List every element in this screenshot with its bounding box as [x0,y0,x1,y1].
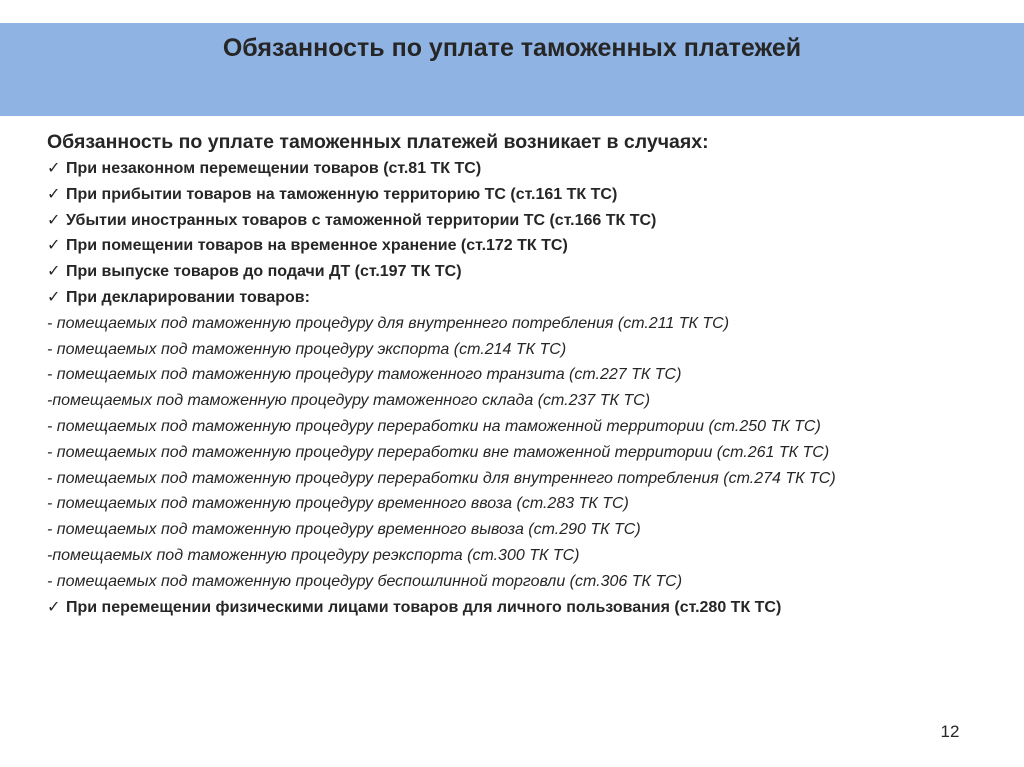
list-subitem: - помещаемых под таможенную процедуру переработки на таможенной территории (ст.250 ТК ТС) [47,417,821,435]
list-subitem: -помещаемых под таможенную процедуру реэкспорта (ст.300 ТК ТС) [47,546,580,564]
checkmark-icon: ✓ [47,598,61,616]
list-subitem: - помещаемых под таможенную процедуру переработки вне таможенной территории (ст.261 ТК ТС) [47,443,830,461]
intro-text: Обязанность по уплате таможенных платежей возникает в случаях: [47,131,709,153]
checkmark-icon: ✓ [47,185,61,203]
list-item [47,182,1007,208]
list-item [47,233,1007,259]
cases-list [47,156,1007,620]
list-item [47,156,1007,182]
list-item-text: При декларировании товаров: [66,288,310,306]
list-subitem: - помещаемых под таможенную процедуру переработки для внутреннего потребления (ст.274 ТК ТС) [47,469,836,487]
list-item-text: При помещении товаров на временное хранение (ст.172 ТК ТС) [66,237,568,255]
list-subitem: - помещаемых под таможенную процедуру таможенного транзита (ст.227 ТК ТС) [47,366,682,384]
list-subitem: - помещаемых под таможенную процедуру для внутреннего потребления (ст.211 ТК ТС) [47,314,730,332]
list-subitem: - помещаемых под таможенную процедуру временного вывоза (ст.290 ТК ТС) [47,521,641,539]
list-item-text: Убытии иностранных товаров с таможенной территории ТС (ст.166 ТК ТС) [66,211,657,229]
list-item-text: При выпуске товаров до подачи ДТ (ст.197 ТК ТС) [66,263,462,281]
checkmark-icon: ✓ [47,263,61,281]
list-subitem: - помещаемых под таможенную процедуру экспорта (ст.214 ТК ТС) [47,340,567,358]
list-item-text: При незаконном перемещении товаров (ст.81 ТК ТС) [66,160,482,177]
checkmark-icon: ✓ [47,237,61,255]
list-item [47,208,1007,234]
checkmark-icon: ✓ [47,288,61,306]
list-subitem: - помещаемых под таможенную процедуру беспошлинной торговли (ст.306 ТК ТС) [47,572,683,590]
list-item [47,595,1007,621]
slide-content [47,128,1007,620]
checkmark-icon: ✓ [47,211,61,229]
list-item-text: При прибытии товаров на таможенную территорию ТС (ст.161 ТК ТС) [66,185,618,203]
list-item [47,259,1007,285]
slide-title: Обязанность по уплате таможенных платежей [222,34,802,62]
list-subitem: - помещаемых под таможенную процедуру временного ввоза (ст.283 ТК ТС) [47,495,629,513]
checkmark-icon: ✓ [47,160,61,177]
list-subitem: -помещаемых под таможенную процедуру таможенного склада (ст.237 ТК ТС) [47,392,651,410]
page-number: 12 [940,722,960,741]
list-item [47,285,1007,311]
list-item-text: При перемещении физическими лицами товаров для личного пользования (ст.280 ТК ТС) [66,598,782,616]
